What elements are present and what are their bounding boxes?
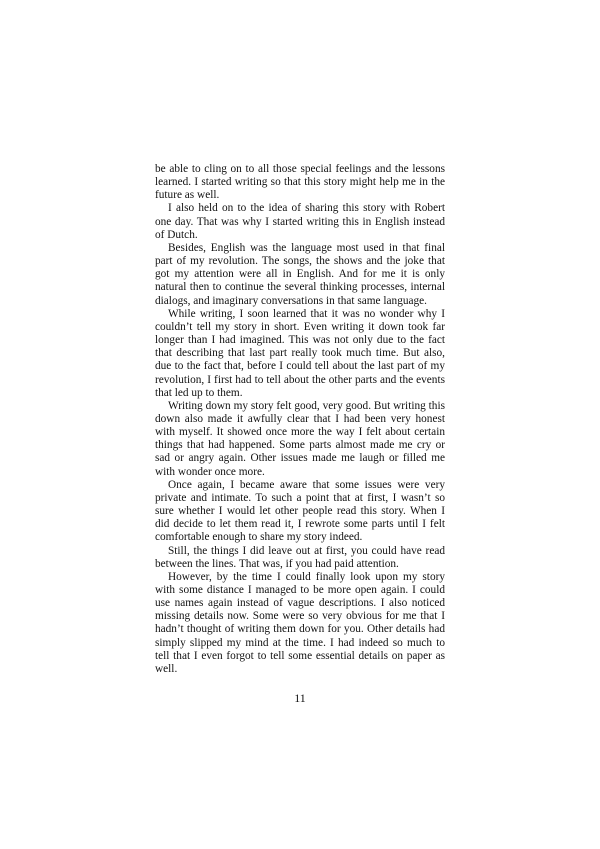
paragraph-3: Besides, English was the language most used in that final part of my revolution. The songs, the shows and the joke that got my attention were all in English. And for me it is only natural then to continue the several thinking processes, internal dialogs, and imaginary conversations in that same language.: [155, 241, 445, 307]
body-text: [155, 163, 445, 676]
page-number: 11: [294, 691, 306, 705]
paragraph-4: While writing, I soon learned that it was no wonder why I couldn’t tell my story in short. Even writing it down took far longer than I had imagined. This was not only due to the fact that describing that last part really took much time. But also, due to the fact that, before I could tell about the last part of my revolution, I first had to tell about the other parts and the events that led up to them.: [155, 307, 445, 399]
paragraph-5: Writing down my story felt good, very good. But writing this down also made it awfully clear that I had been very honest with myself. It showed once more the way I felt about certain things that had happened. Some parts almost made me cry or sad or angry again. Other issues made me laugh or filled me with wonder once more.: [155, 399, 445, 478]
paragraph-1: be able to cling on to all those special feelings and the lessons learned. I started writing so that this story might help me in the future as well.: [155, 163, 445, 202]
paragraph-2: I also held on to the idea of sharing this story with Robert one day. That was why I started writing this in English instead of Dutch.: [155, 202, 445, 241]
paragraph-6: Once again, I became aware that some issues were very private and intimate. To such a point that at first, I wasn’t so sure whether I would let other people read this story. When I did decide to let them read it, I rewrote some parts until I felt comfortable enough to share my story indeed.: [155, 478, 445, 544]
paragraph-8: However, by the time I could finally look upon my story with some distance I managed to be more open again. I could use names again instead of vague descriptions. I also noticed missing details now. Some were so very obvious for me that I hadn’t thought of writing them down for you. Other details had simply slipped my mind at the time. I had indeed so much to tell that I even forgot to tell some essential details on paper as well.: [155, 570, 445, 675]
paragraph-7: Still, the things I did leave out at first, you could have read between the lines. That was, if you had paid attention.: [155, 544, 445, 570]
